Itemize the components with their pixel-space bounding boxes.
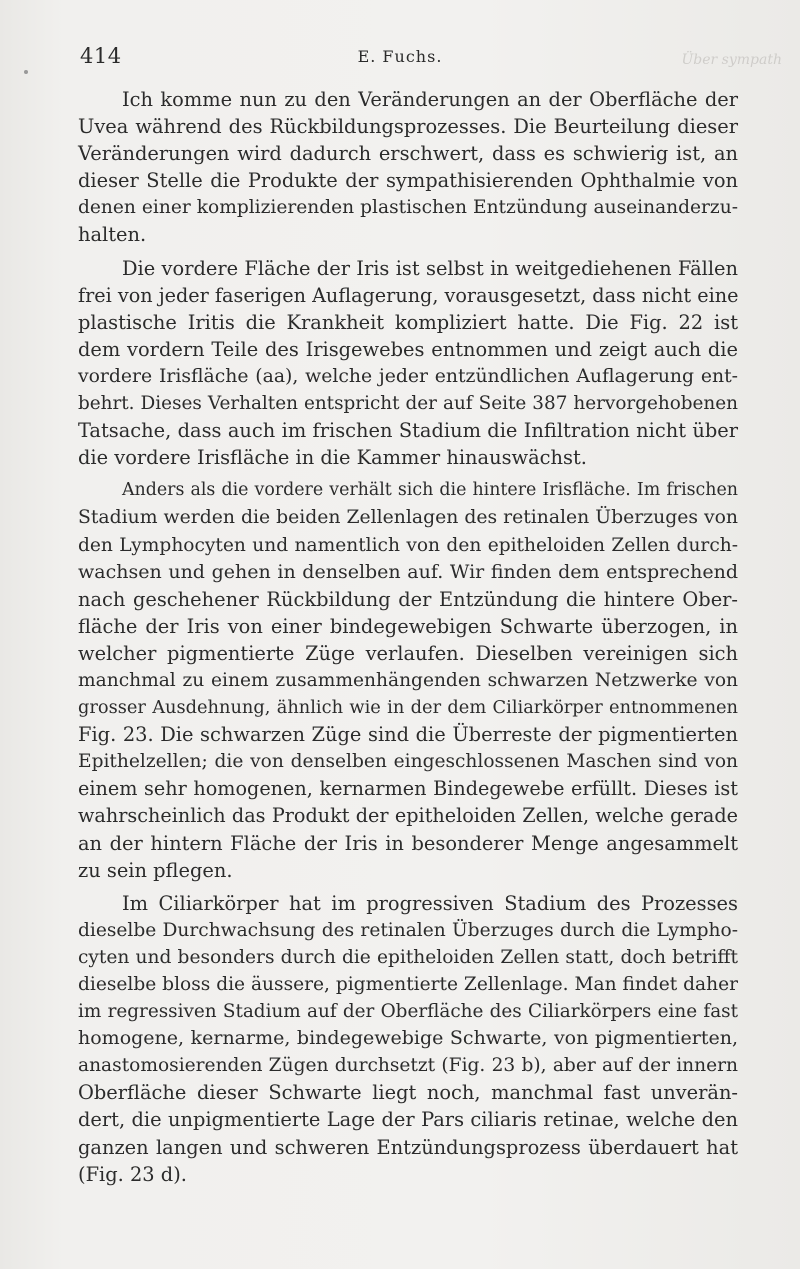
text-line: zu sein pflegen. [78,858,233,882]
paragraph-4 [78,890,738,1188]
body-text [78,86,738,1188]
text-line: dieselbe bloss die äussere, pigmentierte Zellenlage. Man findet daher [78,974,738,995]
text-line: an der hintern Fläche der Iris in besonderer Menge angesammelt [78,831,738,855]
text-line: Die vordere Fläche der Iris ist selbst in weitgediehenen Fällen [122,256,738,280]
text-line: wachsen und gehen in denselben auf. Wir finden dem entsprechend [78,560,738,583]
print-speck [24,70,28,74]
text-line: wahrscheinlich das Produkt der epitheloiden Zellen, welche gerade [78,804,738,828]
text-line: anastomosierenden Zügen durchsetzt (Fig. 23 b), aber auf der innern [78,1055,738,1077]
text-line: halten. [78,223,147,247]
text-line: grosser Ausdehnung, ähnlich wie in der dem Ciliarkörper entnommenen [78,697,738,719]
text-line: Im Ciliarkörper hat im progressiven Stadium des Prozesses [122,891,738,915]
text-line: Stadium werden die beiden Zellenlagen des retinalen Überzuges von [78,507,738,529]
text-line: cyten und besonders durch die epitheloiden Zellen statt, doch betrifft [78,946,738,968]
text-line: vordere Irisfläche (aa), welche jeder entzündlichen Auflagerung ent- [78,365,738,387]
text-line: nach geschehener Rückbildung der Entzündung die hintere Ober- [78,587,738,611]
text-line: Epithelzellen; die von denselben eingeschlossenen Maschen sind von [78,751,738,773]
text-line: dieser Stelle die Produkte der sympathisierenden Ophthalmie von [78,169,738,193]
text-line: Ich komme nun zu den Veränderungen an der Oberfläche der [122,88,738,111]
text-line: welcher pigmentierte Züge verlaufen. Dieselben vereinigen sich [78,641,738,665]
text-line: manchmal zu einem zusammenhängenden schwarzen Netzwerke von [78,669,738,691]
paragraph-2 [78,255,738,472]
text-line: dert, die unpigmentierte Lage der Pars ciliaris retinae, welche den [78,1108,738,1132]
text-line: die vordere Irisfläche in die Kammer hinauswächst. [78,446,587,470]
text-line: frei von jeder faserigen Auflagerung, vorausgesetzt, dass nicht eine [78,283,739,307]
text-line: fläche der Iris von einer bindegewebigen Schwarte überzogen, in [78,614,738,638]
text-line: dieselbe Durchwachsung des retinalen Überzuges durch die Lympho- [78,919,738,941]
text-line: homogene, kernarme, bindegewebige Schwarte, von pigmentierten, [78,1027,738,1050]
paragraph-1 [78,86,738,249]
text-line: Oberfläche dieser Schwarte liegt noch, manchmal fast unverän- [78,1081,738,1105]
text-line: den Lymphocyten und namentlich von den epitheloiden Zellen durch- [78,534,738,556]
text-line: Uvea während des Rückbildungsprozesses. Die Beurteilung dieser [78,115,738,139]
text-line: plastische Iritis die Krankheit kompliziert hatte. Die Fig. 22 ist [78,310,738,334]
text-line: Veränderungen wird dadurch erschwert, dass es schwierig ist, an [78,142,738,166]
page-number: 414 [80,44,122,68]
text-line: denen einer komplizierenden plastischen Entzündung auseinanderzu- [78,197,738,219]
text-line: im regressiven Stadium auf der Oberfläche des Ciliarkörpers eine fast [78,1001,738,1023]
bleed-through-text: Über sympath [681,52,782,68]
text-line: Tatsache, dass auch im frischen Stadium die Infiltration nicht über [78,419,738,443]
text-line: behrt. Dieses Verhalten entspricht der auf Seite 387 hervorgehobenen [78,393,738,415]
running-header: E. Fuchs. [357,47,443,66]
text-line: einem sehr homogenen, kernarmen Bindegewebe erfüllt. Dieses ist [78,777,738,801]
paragraph-3 [78,477,738,883]
text-line: (Fig. 23 d). [78,1162,187,1186]
text-line: Anders als die vordere verhält sich die hintere Irisfläche. Im frischen [122,480,738,501]
text-line: dem vordern Teile des Irisgewebes entnommen und zeigt auch die [78,337,738,361]
text-line: ganzen langen und schweren Entzündungsprozess überdauert hat [78,1135,738,1159]
text-line: Fig. 23. Die schwarzen Züge sind die Überreste der pigmentierten [78,723,738,747]
